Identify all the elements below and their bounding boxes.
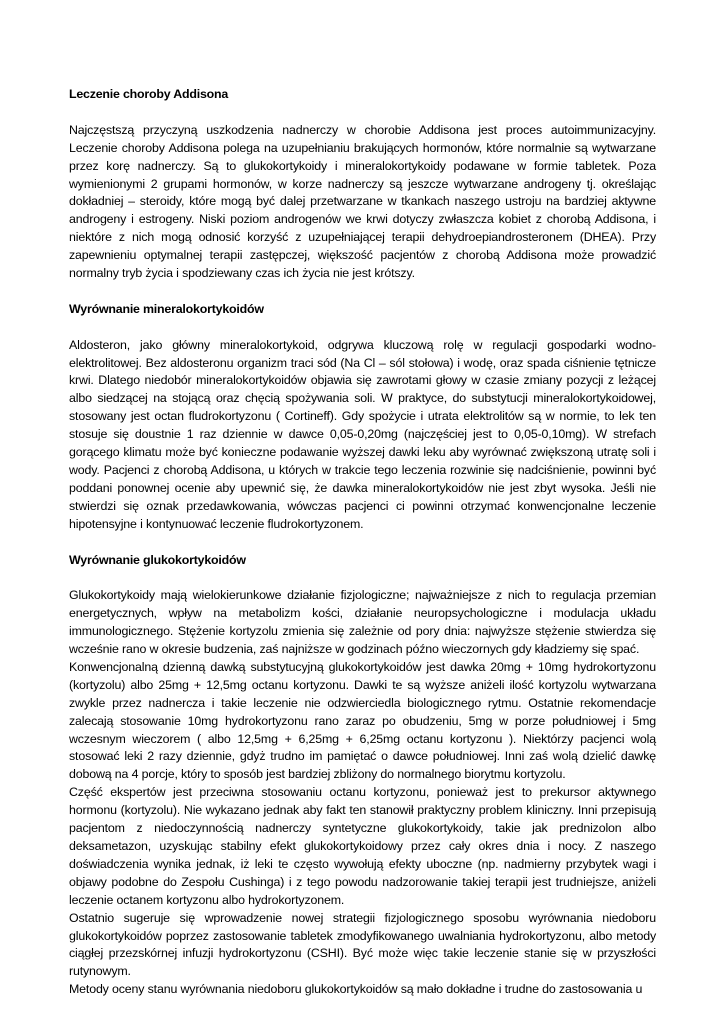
paragraph-glucocorticoids-experts: Część ekspertów jest przeciwna stosowaniu octanu kortyzonu, ponieważ jest to prekursor aktywnego hormonu (kortyzolu). Nie wykazano jednak aby fakt ten stanowił praktyczny problem kliniczny. Inni przepisują pacjentom z niedoczynnością nadnerczy syntetyczne glukokortykoidy, takie jak prednizolon albo deksametazon, uzyskując stabilny efekt glukokortykoidowy przez cały okres dnia i nocy. Z naszego doświadczenia wynika jednak, iż leki te często wywołują efekty uboczne (np. nadmierny przybytek wagi i objawy podobne do Zespołu Cushinga) i z tego powodu nadzorowanie takiej terapii jest trudniejsze, aniżeli leczenie octanem kortyzonu albo hydrokortyzonem.: [69, 785, 656, 907]
paragraph-glucocorticoids-intro: Glukokortykoidy mają wielokierunkowe działanie fizjologiczne; najważniejsze z nich to regulacja przemian energetycznych, wpływ na metabolizm kości, działanie neuropsychologiczne i modulacja układu immunologicznego. Stężenie kortyzolu zmienia się zależnie od pory dnia: najwyższe stężenie stwierdza się wcześnie rano w okresie budzenia, zaś najniższe w godzinach późno wieczornych gdy kładziemy się spać.: [69, 588, 656, 657]
section-heading-addison-treatment: Leczenie choroby Addisona: [69, 87, 229, 101]
paragraph-addison-intro: Najczęstszą przyczyną uszkodzenia nadnerczy w chorobie Addisona jest proces autoimmunizacyjny. Leczenie choroby Addisona polega na uzupełnianiu brakujących hormonów, które normalnie są wytwarzane przez korę nadnerczy. Są to glukokortykoidy i mineralokortykoidy podawane w formie tabletek. Poza wymienionymi 2 grupami hormonów, w korze nadnerczy są jeszcze wytwarzane androgeny tj. określając dokładniej – steroidy, które mogą być dalej przetwarzane w tkankach naszego ustroju na bardziej aktywne androgeny i estrogeny. Niski poziom androgenów we krwi dotyczy zwłaszcza kobiet z chorobą Addisona, i niektóre z nich mogą odnosić korzyść z uzupełniającej terapii dehydroepiandrosteronem (DHEA). Przy zapewnieniu optymalnej terapii zastępczej, większość pacjentów z chorobą Addisona może prowadzić normalny tryb życia i spodziewany czas ich życia nie jest krótszy.: [69, 122, 656, 281]
spacer: [69, 569, 656, 587]
paragraph-mineralocorticoids: Aldosteron, jako główny mineralokortykoid, odgrywa kluczową rolę w regulacji gospodarki wodno-elektrolitowej. Bez aldosteronu organizm traci sód (Na Cl – sól stołowa) i wodę, oraz spada ciśnienie tętnicze krwi. Dlatego niedobór mineralokortykoidów objawia się zawrotami głowy w czasie zmiany pozycji z leżącej albo siedzącej na stojącą oraz chęcią spożywania soli. W praktyce, do substytucji mineralokortykoidowej, stosowany jest octan fludrokortyzonu ( Cortineff). Gdy spożycie i utrata elektrolitów są w normie, to lek ten stosuje się doustnie 1 raz dziennie w dawce 0,05-0,20mg (najczęściej jest to 0,05-0,10mg). W strefach gorącego klimatu może być konieczne podawanie wyższej dawki leku aby wyrównać zwiększoną utratę soli i wody. Pacjenci z chorobą Addisona, u których w trakcie tego leczenia rozwinie się nadciśnienie, powinni być poddani ponownej ocenie aby upewnić się, że dawka mineralokortykoidów nie jest zbyt wysoka. Jeśli nie stwierdzi się oznak przedawkowania, wówczas pacjenci ci powinni otrzymać konwencjonalne leczenie hipotensyjne i kontynuować leczenie fludrokortyzonem.: [69, 337, 656, 531]
paragraph-glucocorticoids-assessment: Metody oceny stanu wyrównania niedoboru glukokortykoidów są mało dokładne i trudne do zastosowania u: [69, 982, 643, 997]
spacer: [69, 104, 656, 122]
section-heading-glucocorticoids: Wyrównanie glukokortykoidów: [69, 552, 246, 567]
paragraph-glucocorticoids-dosing: Konwencjonalną dzienną dawką substytucyjną glukokortykoidów jest dawka 20mg + 10mg hydrokortyzonu (kortyzolu) albo 25mg + 12,5mg octanu kortyzonu. Dawki te są wyższe aniżeli ilość kortyzolu wytwarzana zwykle przez nadnercza i takie leczenie nie odzwierciedla biologicznego rytmu. Ostatnie rekomendacje zalecają stosowanie 10mg hydrokortyzonu rano zaraz po obudzeniu, 5mg w porze południowej i 5mg wczesnym wieczorem ( albo 12,5mg + 6,25mg + 6,25mg octanu kortyzonu ). Niektórzy pacjenci wolą stosować leki 2 razy dziennie, gdyż trudno im pamiętać o dawce południowej. Inni zaś wolą dzielić dawkę dobową na 4 porcje, który to sposób jest bardziej zbliżony do normalnego biorytmu kortyzolu.: [69, 659, 656, 782]
document-page: [69, 86, 656, 999]
spacer: [69, 534, 656, 552]
paragraph-glucocorticoids-new-strategy: Ostatnio sugeruje się wprowadzenie nowej strategii fizjologicznego sposobu wyrównania niedoboru glukokortykoidów poprzez zastosowanie tabletek zmodyfikowanego uwalniania hydrokortyzonu, albo metody ciągłej przezskórnej infuzji hydrokortyzonu (CSHI). Być może więc takie leczenie stanie się w przyszłości rutynowym.: [69, 910, 656, 979]
spacer: [69, 283, 656, 301]
spacer: [69, 319, 656, 337]
section-heading-mineralocorticoids: Wyrównanie mineralokortykoidów: [69, 301, 264, 316]
